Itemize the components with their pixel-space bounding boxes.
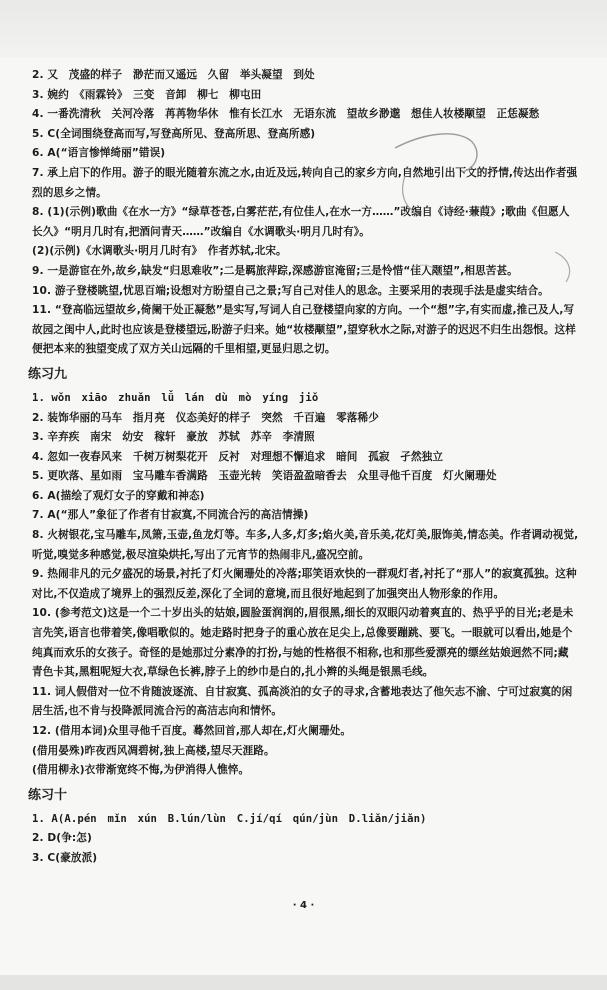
pinyin-answer: 1. wǒn xiāo zhuǎn lǚ lán dù mò yíng jiǒ [32,391,319,404]
answer-item: 6. A(“语言惨惮绮丽”错误) [32,147,166,160]
answer-item: 2. 又 茂盛的样子 渺茫而又遥远 久留 举头凝望 到处 [32,69,315,81]
answer-item: 4. 忽如一夜春风来 千树万树梨花开 反衬 对理想不懈追求 暗间 孤寂 孑然独立 [32,450,444,463]
scan-top-shadow [0,0,607,58]
answer-item: 10. (参考范文)这是一个二十岁出头的姑娘,圆脸蛋润润的,眉很黑,细长的双眼闪动着爽直的、热乎乎的目光;老是未言先笑,语言也带着笑,像唱歌似的。她走路时把身子的重心放在足尖上,总像要蹦跳、要飞。一眼就可以看出,她是个纯真而欢乐的女孩子。奇怪的是她那过分素净的打扮,与她的性格很不相称,也和那些爱漂亮的缥丝姑娘迥然不同;藏青色卡其,黑粗呢短大衣,草绿色长裤,脖子上的纱巾是白的,扎小辫的头绳是银黑毛线。 [32,607,574,679]
answer-item: 11. “登高临远望故乡,倚阑干处正凝愁”是实写,写词人自己登楼望向家的方向。一个“想”字,有实而虚,推己及人,写故园之闺中人,此时也应该是登楼望远,盼游子归来。她“妆楼颙望”,望穿秋水之际,对游子的迟迟不归生出怨恨。这样便把本来的独望变成了双方关山远隔的千里相望,更显归思之切。 [32,304,576,356]
answer-item: 5. 更吹落、星如雨 宝马雕车香满路 玉壶光转 笑语盈盈暗香去 众里寻他千百度 灯火阑珊处 [32,470,497,483]
answer-item: 3. 辛弃疾 南宋 幼安 稼轩 豪放 苏轼 苏辛 李清照 [32,431,315,444]
answer-item: 9. 一是游宦在外,故乡,缺发“归思难收”;二是羁旅萍踪,深感游宦淹留;三是怜惜“佳人颙望”,相思苦甚。 [32,264,518,277]
answer-item: 2. D(争:怎) [32,832,92,845]
answer-item: 12. (借用本词)众里寻他千百度。蓦然回首,那人却在,灯火阑珊处。 [32,725,352,737]
answer-item: 10. 游子登楼眺望,忧思百端;设想对方盼望自己之景;写自己对佳人的思念。主要采用的表现手法是虚实结合。 [32,284,549,297]
answer-item: 3. 婉约 《雨霖铃》 三变 音卸 柳七 柳屯田 [32,88,262,101]
answer-item: (借用晏殊)昨夜西风凋碧树,独上高楼,望尽天涯路。 [32,744,275,757]
section-9-answers [32,389,579,781]
answer-item: 1. A(A.pén mǐn xún B.lún/lùn C.jí/qí qún/jùn D.liǎn/jiǎn) [32,812,427,825]
answer-item: (借用柳永)衣带渐宽终不悔,为伊消得人憔悴。 [32,764,250,777]
answer-item: (2)(示例)《水调歌头·明月几时有》 作者苏轼,北宋。 [32,245,287,258]
page-number: · 4 · [292,900,315,911]
answer-item: 8. 火树银花,宝马雕车,凤箫,玉壶,鱼龙灯等。车多,人多,灯多;焰火美,音乐美,花灯美,服饰美,情态美。作者调动视觉,听觉,嗅觉多种感觉,极尽渲染烘托,写出了元宵节的热闹非凡,盛况空前。 [32,529,579,561]
answer-item: 11. 词人假借对一位不肯随波逐流、自甘寂寞、孤高淡泊的女子的寻求,含蓄地表达了他矢志不渝、宁可过寂寞的闲居生活,也不肯与投降派同流合污的高洁志向和情怀。 [32,685,573,718]
answer-item: 7. A(“那人”象征了作者有甘寂寞,不同流合污的高洁情操) [32,509,309,522]
section-10-answers [32,810,579,869]
answer-item: 2. 装饰华丽的马车 指月亮 仪态美好的样子 突然 千百遍 零落稀少 [32,411,379,424]
scan-bottom-edge [0,975,607,990]
answer-item: 7. 承上启下的作用。游子的眼光随着东流之水,由近及远,转向自己的家乡方向,自然地引出下文的抒情,传达出作者强烈的思乡之情。 [32,166,578,199]
section-9-title: 练习九 [28,366,68,382]
section-10-title: 练习十 [28,787,68,803]
answer-item: 4. 一番洗清秋 关河冷落 苒苒物华休 惟有长江水 无语东流 望故乡渺邈 想佳人妆楼颙望 正恁凝愁 [32,108,540,121]
answer-item: 3. C(豪放派) [32,851,98,864]
answer-item: 8. (1)(示例)歌曲《在水一方》“绿草苍苍,白雾茫茫,有位佳人,在水一方……”改编自《诗经·蒹葭》;歌曲《但愿人长久》“明月几时有,把酒问青天……”改编自《水调歌头·明月几时有》。 [32,206,570,238]
section-8-answers [32,66,579,360]
answer-item: 6. A(描绘了观灯女子的穿戴和神态) [32,489,205,502]
answer-item: 9. 热闹非凡的元夕盛况的场景,衬托了灯火阑珊处的冷落;耶笑语欢快的一群观灯者,衬托了“那人”的寂寞孤独。这种对比,不仅造成了境界上的强烈反差,深化了全词的意境,而且很好地起到了加强突出人物形象的作用。 [32,568,577,600]
answer-item: 5. C(全词围绕登高而写,写登高所见、登高所思、登高所感) [32,127,316,140]
